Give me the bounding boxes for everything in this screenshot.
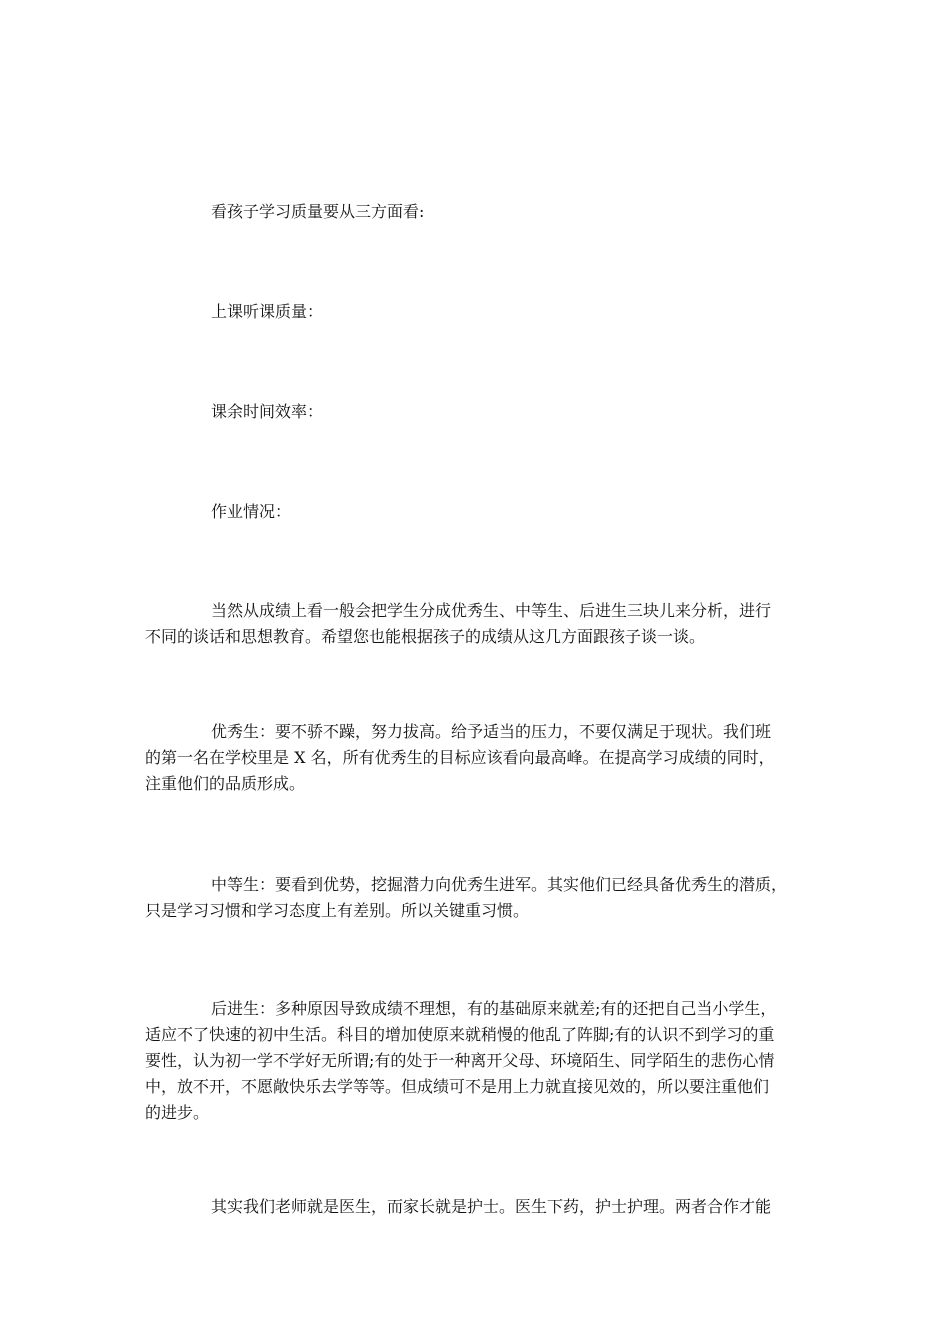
paragraph-teacher-doctor (145, 1194, 825, 1220)
paragraph-line: 优秀生：要不骄不躁，努力拔高。给予适当的压力，不要仅满足于现状。我们班 (211, 722, 772, 741)
paragraph-line: 适应不了快速的初中生活。科目的增加使原来就稍慢的他乱了阵脚;有的认识不到学习的重 (145, 1025, 775, 1044)
paragraph-line: 其实我们老师就是医生，而家长就是护士。医生下药，护士护理。两者合作才能 (211, 1197, 772, 1216)
paragraph-line: 中等生：要看到优势，挖掘潜力向优秀生进军。其实他们已经具备优秀生的潜质， (211, 875, 788, 894)
heading-intro: 看孩子学习质量要从三方面看: (211, 202, 425, 221)
paragraph-line: 后进生：多种原因导致成绩不理想，有的基础原来就差;有的还把自己当小学生， (211, 999, 777, 1018)
paragraph-line: 不同的谈话和思想教育。希望您也能根据孩子的成绩从这几方面跟孩子谈一谈。 (145, 627, 706, 646)
heading-homework: 作业情况： (211, 502, 292, 521)
heading-afterclass-efficiency: 课余时间效率： (211, 402, 324, 421)
paragraph-struggling-students (145, 996, 825, 1126)
paragraph-excellent-students (145, 719, 825, 797)
paragraph-line: 中，放不开，不愿敞快乐去学等等。但成绩可不是用上力就直接见效的，所以要注重他们 (145, 1077, 770, 1096)
paragraph-line: 的第一名在学校里是 X 名，所有优秀生的目标应该看向最高峰。在提高学习成绩的同时， (145, 748, 775, 767)
paragraph-grade-categories (145, 598, 825, 650)
paragraph-line: 的进步。 (145, 1103, 210, 1122)
paragraph-line: 要性，认为初一学不学好无所谓;有的处于一种离开父母、环境陌生、同学陌生的悲伤心情 (145, 1051, 775, 1070)
paragraph-line: 注重他们的品质形成。 (145, 774, 306, 793)
paragraph-line: 只是学习习惯和学习态度上有差别。所以关键重习惯。 (145, 901, 530, 920)
paragraph-line: 当然从成绩上看一般会把学生分成优秀生、中等生、后进生三块儿来分析，进行 (211, 601, 772, 620)
heading-listening-quality: 上课听课质量： (211, 302, 324, 321)
paragraph-average-students (145, 872, 825, 924)
